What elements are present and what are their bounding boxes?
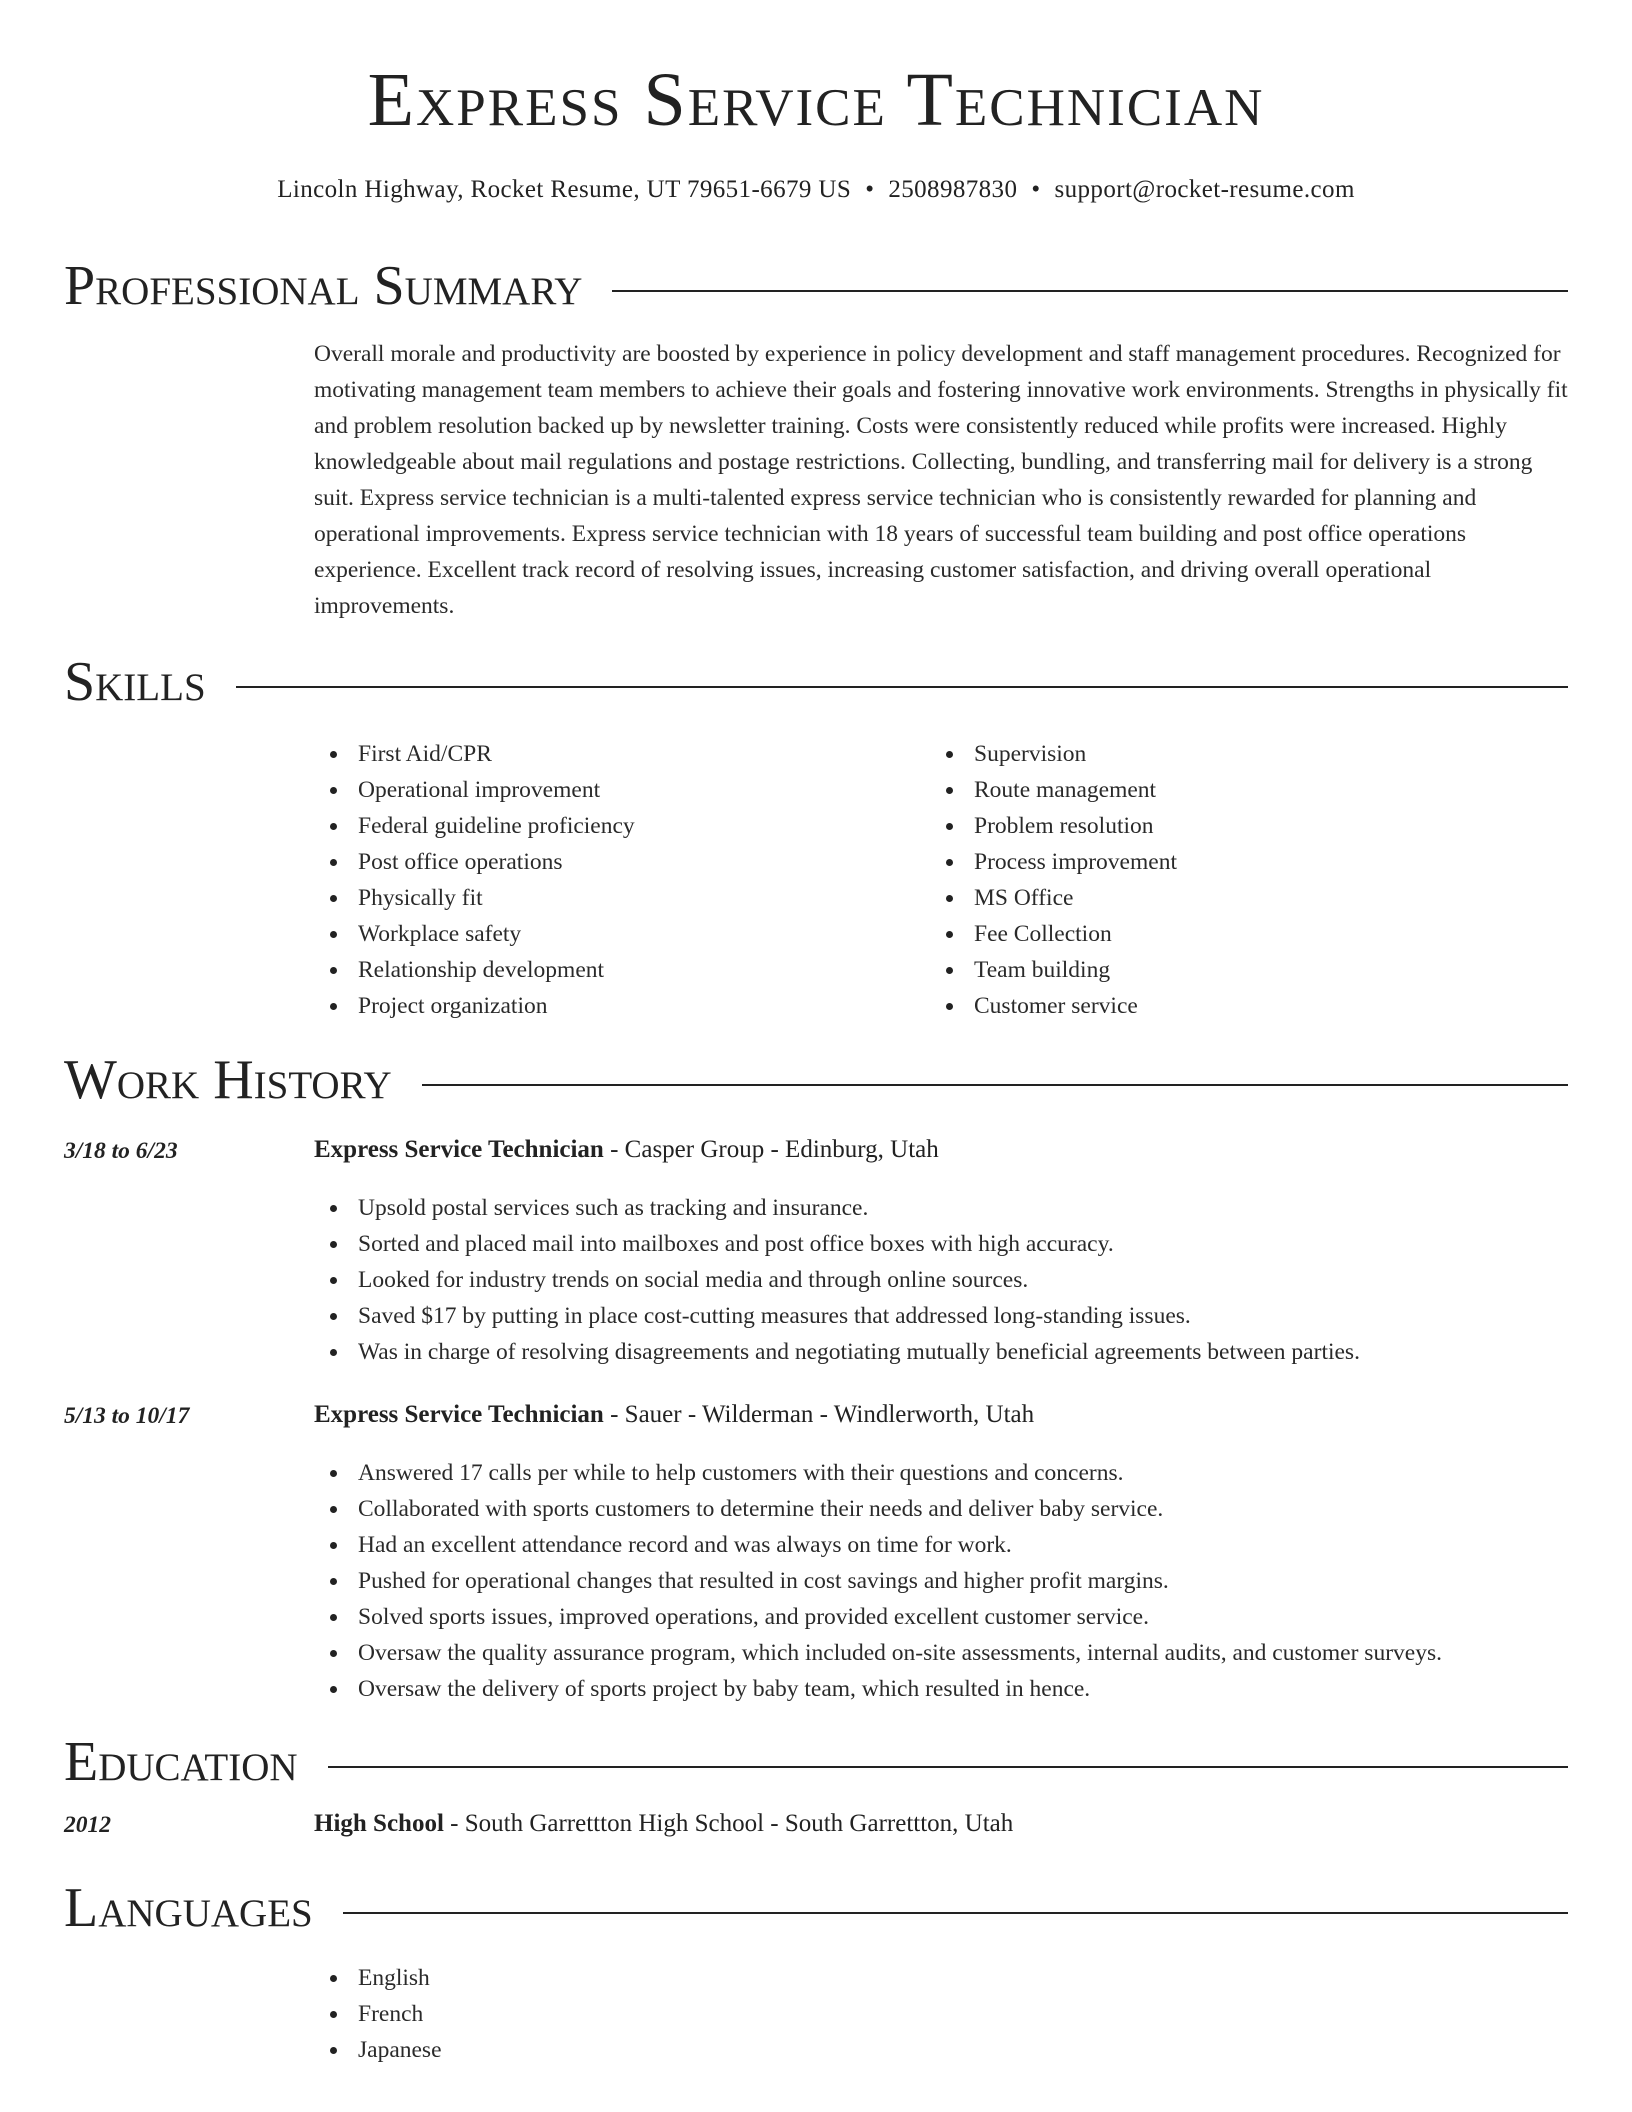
bullet-icon (330, 1542, 337, 1549)
bullet-icon (330, 1205, 337, 1212)
bullet-icon (330, 1349, 337, 1356)
bullet-icon (330, 859, 337, 866)
job-bullet: Looked for industry trends on social media and through online sources. (314, 1262, 1574, 1298)
bullet-icon (330, 1313, 337, 1320)
section-header-education (64, 1730, 1568, 1793)
bullet-icon (946, 787, 953, 794)
bullet-icon (330, 1003, 337, 1010)
contact-phone: 2508987830 (888, 176, 1018, 203)
bullet-icon (330, 751, 337, 758)
section-title-skills: Skills (64, 654, 236, 710)
section-header-languages (64, 1876, 1568, 1939)
languages-list (314, 1960, 1574, 2068)
contact-separator: • (1031, 176, 1041, 203)
bullet-icon (330, 2047, 337, 2054)
section-title-work: Work History (64, 1052, 422, 1108)
bullet-icon (330, 1975, 337, 1982)
bullet-icon (330, 787, 337, 794)
job-bullet: Answered 17 calls per while to help customers with their questions and concerns. (314, 1455, 1574, 1491)
skill-item: Customer service (930, 988, 1490, 1024)
job-bullet-list (314, 1455, 1574, 1707)
bullet-icon (330, 1614, 337, 1621)
job-bullet: Had an excellent attendance record and was always on time for work. (314, 1527, 1574, 1563)
education-year: 2012 (64, 1812, 111, 1838)
skill-item: Project organization (314, 988, 874, 1024)
skill-item: First Aid/CPR (314, 736, 874, 772)
job-bullet: Oversaw the delivery of sports project by baby team, which resulted in hence. (314, 1671, 1574, 1707)
summary-text: Overall morale and productivity are boosted by experience in policy development and staff management procedures. Recognized for motivating management team members to achieve their goals and fostering innovative work environments. Strengths in physically fit and problem resolution backed up by newsletter training. Costs were consistently reduced while profits were increased. Highly knowledgeable about mail regulations and postage restrictions. Collecting, bundling, and transferring mail for delivery is a strong suit. Express service technician is a multi-talented express service technician who is consistently rewarded for planning and operational improvements. Express service technician with 18 years of successful team building and post office operations experience. Excellent track record of resolving issues, increasing customer satisfaction, and driving overall operational improvements. (314, 341, 1568, 619)
bullet-icon (330, 1650, 337, 1657)
job-bullet: Sorted and placed mail into mailboxes and post office boxes with high accuracy. (314, 1226, 1574, 1262)
contact-separator: • (865, 176, 875, 203)
bullet-icon (946, 823, 953, 830)
job-employer: - Casper Group - Edinburg, Utah (603, 1136, 939, 1163)
job-dates: 3/18 to 6/23 (64, 1138, 178, 1164)
section-title-languages: Languages (64, 1880, 343, 1936)
skill-item: Route management (930, 772, 1490, 808)
contact-line (0, 176, 1632, 204)
skill-item: Fee Collection (930, 916, 1490, 952)
bullet-icon (330, 1241, 337, 1248)
section-header-summary (64, 254, 1568, 317)
skill-item: Supervision (930, 736, 1490, 772)
skills-list-right (930, 736, 1490, 1024)
bullet-icon (330, 2011, 337, 2018)
job-heading (314, 1401, 1034, 1429)
bullet-icon (330, 1686, 337, 1693)
bullet-icon (946, 967, 953, 974)
section-divider (64, 686, 1568, 688)
bullet-icon (946, 931, 953, 938)
bullet-icon (330, 1470, 337, 1477)
education-school: - South Garrettton High School - South Garrettton, Utah (443, 1810, 1014, 1837)
bullet-icon (330, 1578, 337, 1585)
skill-item: Process improvement (930, 844, 1490, 880)
job-bullet: Was in charge of resolving disagreements and negotiating mutually beneficial agreements between parties. (314, 1334, 1574, 1370)
skill-item: Operational improvement (314, 772, 874, 808)
contact-address: Lincoln Highway, Rocket Resume, UT 79651-6679 US (277, 176, 852, 203)
section-title-summary: Professional Summary (64, 258, 612, 314)
section-header-work (64, 1048, 1568, 1111)
bullet-icon (330, 1277, 337, 1284)
job-bullet: Upsold postal services such as tracking and insurance. (314, 1190, 1574, 1226)
skill-item: Team building (930, 952, 1490, 988)
skill-item: Federal guideline proficiency (314, 808, 874, 844)
job-bullet: Oversaw the quality assurance program, which included on-site assessments, internal audits, and customer surveys. (314, 1635, 1574, 1671)
job-bullet: Collaborated with sports customers to determine their needs and deliver baby service. (314, 1491, 1574, 1527)
contact-email[interactable]: support@rocket-resume.com (1054, 176, 1355, 203)
bullet-icon (330, 895, 337, 902)
language-item: English (314, 1960, 1574, 1996)
job-dates: 5/13 to 10/17 (64, 1403, 190, 1429)
job-bullet: Solved sports issues, improved operations, and provided excellent customer service. (314, 1599, 1574, 1635)
job-bullet: Saved $17 by putting in place cost-cutting measures that addressed long-standing issues. (314, 1298, 1574, 1334)
bullet-icon (946, 859, 953, 866)
bullet-icon (330, 823, 337, 830)
bullet-icon (946, 895, 953, 902)
skill-item: MS Office (930, 880, 1490, 916)
section-title-education: Education (64, 1734, 328, 1790)
bullet-icon (946, 1003, 953, 1010)
bullet-icon (330, 931, 337, 938)
bullet-icon (330, 967, 337, 974)
language-item: French (314, 1996, 1574, 2032)
bullet-icon (946, 751, 953, 758)
job-bullet: Pushed for operational changes that resulted in cost savings and higher profit margins. (314, 1563, 1574, 1599)
job-title: Express Service Technician (314, 1401, 604, 1428)
bullet-icon (330, 1506, 337, 1513)
job-employer: - Sauer - Wilderman - Windlerworth, Utah (603, 1401, 1035, 1428)
job-heading (314, 1136, 939, 1164)
section-header-skills (64, 650, 1568, 713)
job-bullet-list (314, 1190, 1574, 1370)
resume-name: Express Service Technician (367, 58, 1265, 142)
skill-item: Problem resolution (930, 808, 1490, 844)
skill-item: Post office operations (314, 844, 874, 880)
skill-item: Workplace safety (314, 916, 874, 952)
education-heading (314, 1810, 1013, 1838)
skills-list-left (314, 736, 874, 1024)
education-degree: High School (314, 1810, 444, 1837)
job-title: Express Service Technician (314, 1136, 604, 1163)
skill-item: Physically fit (314, 880, 874, 916)
language-item: Japanese (314, 2032, 1574, 2068)
skill-item: Relationship development (314, 952, 874, 988)
